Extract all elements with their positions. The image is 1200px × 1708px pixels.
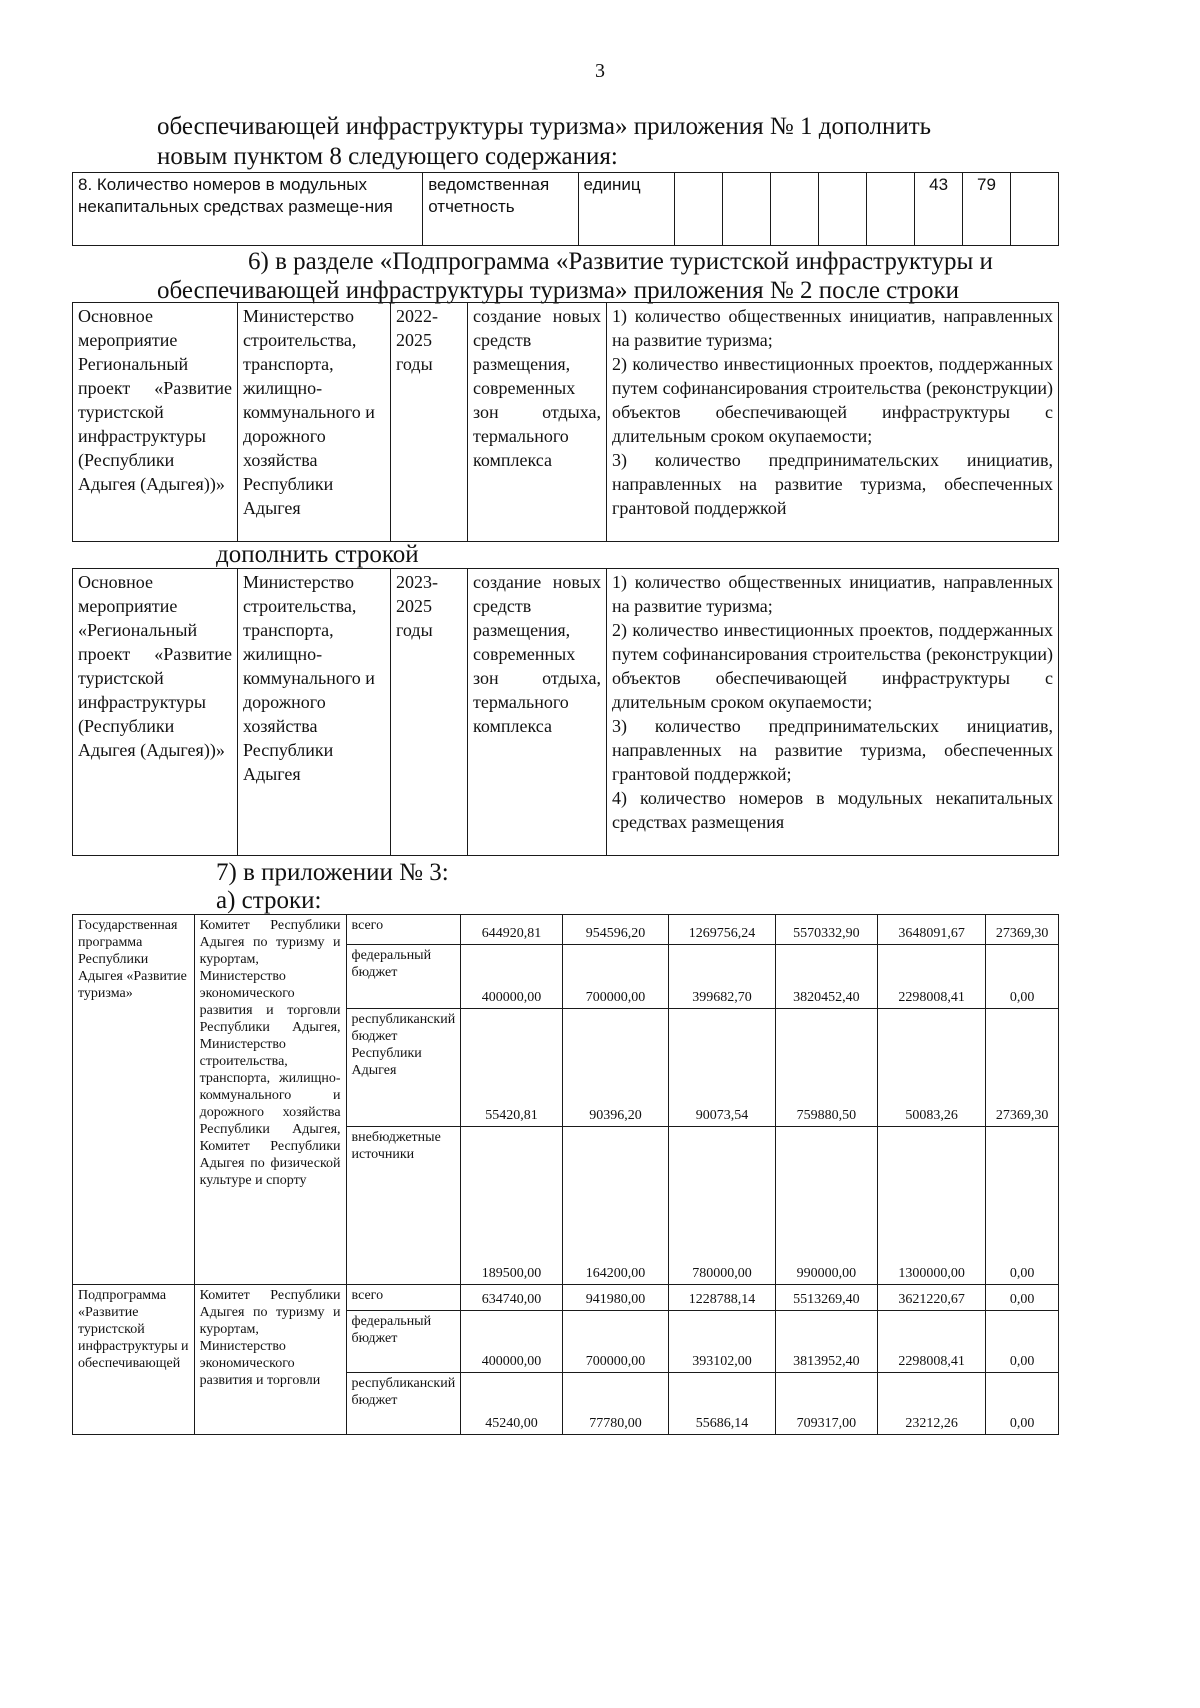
amount-cell: 780000,00: [669, 1127, 776, 1285]
period-cell: 2022-2025 годы: [391, 303, 468, 542]
amount-cell: 27369,30: [986, 1009, 1059, 1127]
amount-cell: 700000,00: [562, 945, 668, 1009]
amount-cell: 27369,30: [986, 915, 1059, 945]
amount-cell: 634740,00: [461, 1285, 563, 1311]
table-row: [73, 303, 1059, 542]
amount-cell: 90073,54: [669, 1009, 776, 1127]
value-cell: [771, 173, 819, 246]
amount-cell: 3621220,67: [877, 1285, 986, 1311]
amount-cell: 400000,00: [461, 1311, 563, 1373]
table-row: [73, 1285, 1059, 1311]
amount-cell: 55420,81: [461, 1009, 563, 1127]
supplement-heading: дополнить строкой: [216, 541, 419, 568]
amount-cell: 954596,20: [562, 915, 668, 945]
amount-cell: 399682,70: [669, 945, 776, 1009]
funding-source-cell: федеральный бюджет: [346, 945, 461, 1009]
funding-source-cell: всего: [346, 915, 461, 945]
event-cell: Основное мероприятие Региональный проект «Развитие туристской инфраструктуры (Республики Адыгея (Адыгея))»: [73, 303, 238, 542]
value-cell: [723, 173, 771, 246]
amount-cell: 23212,26: [877, 1373, 986, 1435]
value-cell: [1010, 173, 1058, 246]
indicator-item: 3) количество предпринимательских инициатив, направленных на развитие туризма, обеспеченных грантовой поддержкой;: [612, 716, 1053, 784]
executor-cell: Комитет Республики Адыгея по туризму и курортам, Министерство экономического развития и торговли Республики Адыгея, Министерство строительства, транспорта, жилищно-коммунального и дорожного хозяйства Республики Адыгея, Комитет Республики Адыгея по физической культуре и спорту: [194, 915, 346, 1285]
intro-line-1: обеспечивающей инфраструктуры туризма» приложения № 1 дополнить: [157, 113, 932, 140]
period-cell: 2023-2025 годы: [391, 569, 468, 856]
amount-cell: 5570332,90: [775, 915, 877, 945]
indicator-source-cell: ведомственная отчетность: [423, 173, 578, 246]
amount-cell: 0,00: [986, 1311, 1059, 1373]
financing-table: [72, 914, 1059, 1435]
funding-source-cell: республиканский бюджет: [346, 1373, 461, 1435]
amount-cell: 55686,14: [669, 1373, 776, 1435]
amount-cell: 400000,00: [461, 945, 563, 1009]
table-row: [73, 915, 1059, 945]
amount-cell: 759880,50: [775, 1009, 877, 1127]
program-cell: Подпрограмма «Развитие туристской инфраструктуры и обеспечивающей: [73, 1285, 195, 1435]
amount-cell: 1300000,00: [877, 1127, 986, 1285]
indicators-cell: [607, 303, 1059, 542]
indicator-unit-cell: единиц: [578, 173, 675, 246]
table-row: [73, 569, 1059, 856]
value-cell: [867, 173, 915, 246]
indicator-item: 3) количество предпринимательских инициатив, направленных на развитие туризма, обеспеченных грантовой поддержкой: [612, 450, 1053, 518]
funding-source-cell: внебюджетные источники: [346, 1127, 461, 1285]
amount-cell: 50083,26: [877, 1009, 986, 1127]
amount-cell: 45240,00: [461, 1373, 563, 1435]
amount-cell: 0,00: [986, 945, 1059, 1009]
amount-cell: 189500,00: [461, 1127, 563, 1285]
funding-source-cell: федеральный бюджет: [346, 1311, 461, 1373]
amount-cell: 90396,20: [562, 1009, 668, 1127]
amount-cell: 0,00: [986, 1373, 1059, 1435]
indicators-cell: [607, 569, 1059, 856]
amount-cell: 164200,00: [562, 1127, 668, 1285]
value-cell: 43: [915, 173, 963, 246]
amount-cell: 1228788,14: [669, 1285, 776, 1311]
value-cell: [675, 173, 723, 246]
amount-cell: 0,00: [986, 1127, 1059, 1285]
amount-cell: 2298008,41: [877, 1311, 986, 1373]
section-7-heading: 7) в приложении № 3:: [216, 859, 449, 886]
indicator-item: 2) количество инвестиционных проектов, поддержанных путем софинансирования строительства (реконструкции) объектов обеспечивающей инфраструктуры с длительным сроком окупаемости;: [612, 620, 1053, 712]
event-cell: Основное мероприятие «Региональный проект «Развитие туристской инфраструктуры (Республики Адыгея (Адыгея))»: [73, 569, 238, 856]
new-row-table: [72, 568, 1059, 856]
indicator-item: 1) количество общественных инициатив, направленных на развитие туризма;: [612, 572, 1053, 616]
executor-cell: Министерство строительства, транспорта, жилищно-коммунального и дорожного хозяйства Республики Адыгея: [238, 569, 391, 856]
existing-row-table: [72, 302, 1059, 542]
amount-cell: 2298008,41: [877, 945, 986, 1009]
indicator-table: [72, 172, 1059, 246]
table-row: [73, 173, 1059, 246]
amount-cell: 990000,00: [775, 1127, 877, 1285]
amount-cell: 1269756,24: [669, 915, 776, 945]
amount-cell: 5513269,40: [775, 1285, 877, 1311]
section-6-line-2: обеспечивающей инфраструктуры туризма» приложения № 2 после строки: [157, 277, 960, 304]
amount-cell: 941980,00: [562, 1285, 668, 1311]
intro-line-2: новым пунктом 8 следующего содержания:: [157, 143, 618, 170]
executor-cell: Министерство строительства, транспорта, жилищно-коммунального и дорожного хозяйства Республики Адыгея: [238, 303, 391, 542]
amount-cell: 393102,00: [669, 1311, 776, 1373]
indicator-item: 4) количество номеров в модульных некапитальных средствах размещения: [612, 788, 1053, 832]
amount-cell: 0,00: [986, 1285, 1059, 1311]
amount-cell: 3813952,40: [775, 1311, 877, 1373]
result-cell: создание новых средств размещения, современных зон отдыха, термального комплекса: [468, 303, 607, 542]
page-number: 3: [595, 60, 605, 82]
amount-cell: 3648091,67: [877, 915, 986, 945]
section-6-line-1: 6) в разделе «Подпрограмма «Развитие туристской инфраструктуры и: [248, 248, 993, 275]
value-cell: [819, 173, 867, 246]
funding-source-cell: всего: [346, 1285, 461, 1311]
result-cell: создание новых средств размещения, современных зон отдыха, термального комплекса: [468, 569, 607, 856]
amount-cell: 3820452,40: [775, 945, 877, 1009]
value-cell: 79: [963, 173, 1011, 246]
amount-cell: 644920,81: [461, 915, 563, 945]
amount-cell: 700000,00: [562, 1311, 668, 1373]
amount-cell: 77780,00: [562, 1373, 668, 1435]
executor-cell: Комитет Республики Адыгея по туризму и курортам, Министерство экономического развития и торговли: [194, 1285, 346, 1435]
indicator-item: 2) количество инвестиционных проектов, поддержанных путем софинансирования строительства (реконструкции) объектов обеспечивающей инфраструктуры с длительным сроком окупаемости;: [612, 354, 1053, 446]
funding-source-cell: республиканский бюджет Республики Адыгея: [346, 1009, 461, 1127]
indicator-item: 1) количество общественных инициатив, направленных на развитие туризма;: [612, 306, 1053, 350]
amount-cell: 709317,00: [775, 1373, 877, 1435]
section-7-subheading: а) строки:: [216, 887, 322, 914]
program-cell: Государственная программа Республики Адыгея «Развитие туризма»: [73, 915, 195, 1285]
indicator-name-cell: 8. Количество номеров в модульных некапитальных средствах размеще-ния: [73, 173, 423, 246]
